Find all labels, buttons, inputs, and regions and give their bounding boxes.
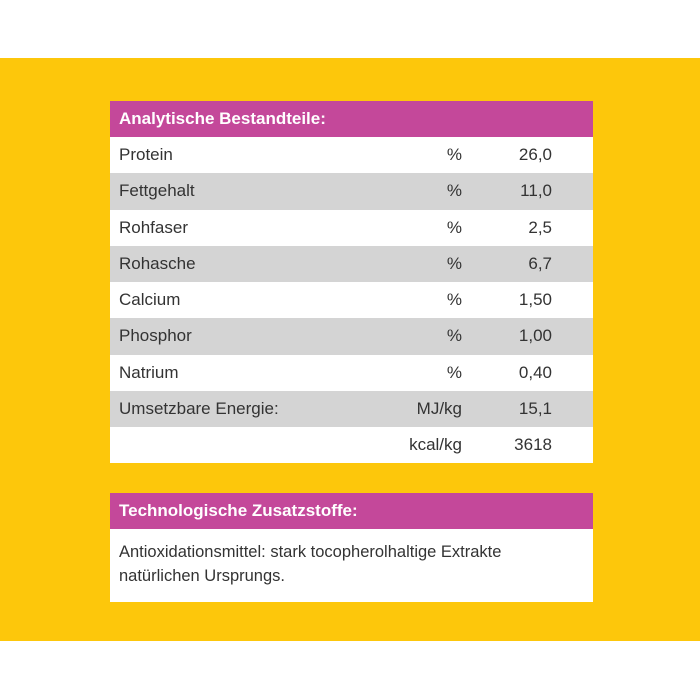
table-row	[110, 173, 593, 209]
row-value: 3618	[514, 435, 552, 454]
table-row	[110, 427, 593, 463]
table-row	[110, 282, 593, 318]
row-label: Phosphor	[119, 326, 192, 346]
row-unit: kcal/kg	[409, 435, 462, 454]
row-unit: %	[446, 145, 462, 164]
row-value: 1,00	[518, 326, 552, 346]
row-value: 26,0	[518, 145, 552, 164]
row-label: Umsetzbare Energie:	[119, 398, 279, 418]
analytic-header: Analytische Bestandteile:	[110, 101, 593, 137]
row-label: Fettgehalt	[119, 181, 195, 201]
row-unit: %	[446, 181, 462, 201]
table-row	[110, 137, 593, 173]
row-label: Protein	[119, 145, 173, 164]
row-value: 15,1	[518, 398, 552, 418]
table-row	[110, 210, 593, 246]
row-unit: %	[446, 290, 462, 309]
row-value: 1,50	[518, 290, 552, 309]
row-unit: %	[446, 326, 462, 346]
technological-additives-panel	[110, 493, 593, 602]
table-row	[110, 246, 593, 282]
row-label: Calcium	[119, 290, 181, 309]
row-unit: %	[446, 362, 462, 382]
table-row	[110, 318, 593, 354]
technological-header: Technologische Zusatzstoffe:	[110, 493, 593, 529]
row-unit: MJ/kg	[416, 398, 462, 418]
table-row	[110, 391, 593, 427]
row-label: Rohasche	[119, 253, 196, 273]
row-value: 6,7	[528, 253, 552, 273]
row-unit: %	[446, 253, 462, 273]
analytic-constituents-panel	[110, 101, 593, 463]
row-label: Rohfaser	[119, 217, 188, 237]
row-unit: %	[446, 217, 462, 237]
row-value: 2,5	[528, 217, 552, 237]
technological-text: Antioxidationsmittel: stark tocopherolhaltige Extrakte natürlichen Ursprungs.	[119, 543, 502, 585]
row-value: 11,0	[520, 181, 552, 201]
row-value: 0,40	[518, 362, 552, 382]
table-row	[110, 355, 593, 391]
row-label: Natrium	[119, 362, 179, 382]
